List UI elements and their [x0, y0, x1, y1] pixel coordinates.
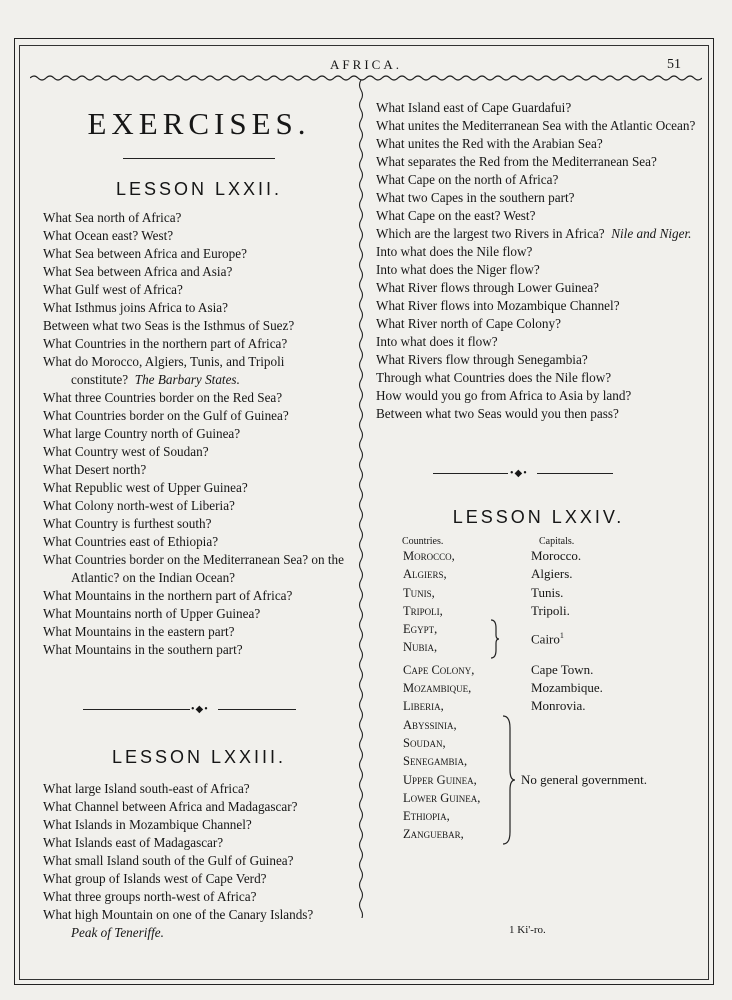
question: What Mountains in the northern part of Africa?: [43, 588, 293, 603]
country-cell: Senegambia,: [403, 754, 468, 769]
question: What River north of Cape Colony?: [376, 316, 561, 331]
wavy-rule: [30, 74, 702, 82]
question: What unites the Red with the Arabian Sea?: [376, 136, 603, 151]
egypt-nubia-capital: Cairo$^1$: [531, 631, 564, 647]
lesson-74-title: LESSON LXXIV.: [452, 507, 625, 527]
country-cell: Mozambique,: [403, 681, 472, 696]
question: What group of Islands west of Cape Verd?: [43, 871, 267, 886]
question: What unites the Mediterranean Sea with the Atlantic Ocean?: [376, 118, 696, 133]
country-cell: Upper Guinea,: [403, 772, 477, 787]
question: What large Island south-east of Africa?: [43, 781, 250, 796]
question: What Cape on the east? West?: [376, 208, 536, 223]
question: Into what does it flow?: [376, 334, 498, 349]
question: What Sea north of Africa?: [43, 210, 182, 225]
title-rule: [123, 158, 275, 159]
table-row: [376, 734, 701, 752]
table-row: [376, 716, 701, 734]
footnote-marker: 1: [559, 631, 564, 640]
question: Into what does the Niger flow?: [376, 262, 540, 277]
question: Through what Countries does the Nile flow?: [376, 370, 612, 385]
question: What Country is furthest south?: [43, 516, 212, 531]
capitals-header: Capitals.: [539, 536, 575, 547]
question-text: Which are the largest two Rivers in Africa?: [376, 226, 605, 241]
capital-cell: [531, 807, 681, 825]
question: What Island east of Cape Guardafui?: [376, 100, 572, 115]
table-row: [376, 661, 701, 679]
table-row: [376, 679, 701, 697]
left-column: [43, 96, 355, 942]
small-brace-icon: [488, 618, 500, 660]
right-column: [376, 99, 701, 844]
answer-text: The Barbary States.: [134, 372, 240, 387]
question: What Countries in the northern part of Africa?: [43, 336, 288, 351]
question: What Country west of Soudan?: [43, 444, 209, 459]
capital-cell: [531, 825, 681, 843]
country-cell: Nubia,: [403, 640, 438, 655]
table-row: [376, 825, 701, 843]
pronunciation-footnote: 1 Ki'-ro.: [509, 924, 546, 936]
table-row: [376, 602, 701, 620]
capital-cell: [531, 752, 681, 770]
table-row: [376, 807, 701, 825]
question: What Mountains in the eastern part?: [43, 624, 235, 639]
question: What separates the Red from the Mediterranean Sea?: [376, 154, 657, 169]
capital-cell: [531, 734, 681, 752]
lesson-73-title: LESSON LXXIII.: [111, 747, 287, 767]
question: What Countries border on the Gulf of Guinea?: [43, 408, 289, 423]
running-title: AFRICA.: [330, 57, 402, 72]
lesson-72-title: LESSON LXXII.: [115, 179, 283, 199]
country-cell: Soudan,: [403, 735, 446, 750]
countries-capitals-table: [376, 536, 701, 844]
question: What Mountains north of Upper Guinea?: [43, 606, 261, 621]
question: What Ocean east? West?: [43, 228, 174, 243]
table-row: [376, 565, 701, 583]
question: What small Island south of the Gulf of Guinea?: [43, 853, 294, 868]
ornament-rule: [43, 703, 355, 717]
country-cell: Ethiopia,: [403, 809, 450, 824]
capital-cell: Mozambique.: [531, 680, 603, 696]
table-header: [376, 536, 701, 547]
question: What three groups north-west of Africa?: [43, 889, 257, 904]
ornament-icon: •◆•: [191, 704, 209, 715]
question: What high Mountain on one of the Canary Islands?: [43, 907, 314, 922]
ornament-rule: [376, 467, 701, 481]
question-with-answer: [376, 225, 701, 243]
question-with-answer: [43, 353, 355, 389]
country-cell: Tripoli,: [403, 603, 443, 618]
question: What Desert north?: [43, 462, 147, 477]
question: What Countries east of Ethiopia?: [43, 534, 219, 549]
question: What Rivers flow through Senegambia?: [376, 352, 588, 367]
country-cell: Lower Guinea,: [403, 790, 481, 805]
question: What Gulf west of Africa?: [43, 282, 183, 297]
question: What Countries border on the Mediterranean Sea? on the Atlantic? on the Indian Ocean?: [43, 552, 345, 585]
capital-cell: Cape Town.: [531, 661, 594, 677]
ornament-icon: •◆•: [510, 468, 528, 479]
country-cell: Liberia,: [403, 699, 444, 714]
question: Into what does the Nile flow?: [376, 244, 533, 259]
answer-text: Nile and Niger.: [611, 226, 692, 241]
country-cell: Tunis,: [403, 585, 435, 600]
capital-cell: Morocco.: [531, 548, 582, 563]
question: What River flows through Lower Guinea?: [376, 280, 600, 295]
table-row: [376, 584, 701, 602]
large-brace-icon: [501, 714, 517, 846]
column-divider: [357, 80, 365, 918]
question: What two Capes in the southern part?: [376, 190, 575, 205]
answer-text: Peak of Teneriffe.: [71, 925, 164, 940]
table-row: [376, 547, 701, 565]
question: Between what two Seas would you then pass?: [376, 406, 619, 421]
question: What Colony north-west of Liberia?: [43, 498, 235, 513]
question: What Islands east of Madagascar?: [43, 835, 224, 850]
country-cell: Egypt,: [403, 622, 438, 637]
table-row: [376, 789, 701, 807]
capital-cell: Monrovia.: [531, 698, 586, 714]
table-row: [376, 697, 701, 715]
capital-cell: Tripoli.: [531, 602, 570, 618]
country-cell: Abyssinia,: [403, 717, 457, 732]
question: What Mountains in the southern part?: [43, 642, 243, 657]
question: Between what two Seas is the Isthmus of Suez?: [43, 318, 295, 333]
question: What Islands in Mozambique Channel?: [43, 817, 252, 832]
question: What Channel between Africa and Madagascar?: [43, 799, 298, 814]
country-cell: Zanguebar,: [403, 827, 464, 842]
capital-cell: [531, 716, 681, 734]
table-row: [376, 752, 701, 770]
page-number: 51: [667, 57, 681, 72]
exercises-title: EXERCISES.: [87, 106, 311, 141]
question: What Republic west of Upper Guinea?: [43, 480, 248, 495]
no-government-note: No general government.: [521, 772, 647, 787]
capital-cell: Tunis.: [531, 584, 564, 600]
question: How would you go from Africa to Asia by land?: [376, 388, 632, 403]
question: What three Countries border on the Red Sea?: [43, 390, 283, 405]
question: What Sea between Africa and Europe?: [43, 246, 247, 261]
country-cell: Cape Colony,: [403, 662, 475, 677]
question: What River flows into Mozambique Channel?: [376, 298, 620, 313]
country-cell: Algiers,: [403, 567, 447, 582]
countries-header: Countries.: [402, 536, 444, 547]
capital-cell: [531, 789, 681, 807]
question: What Cape on the north of Africa?: [376, 172, 559, 187]
country-cell: Morocco,: [403, 549, 455, 563]
capital-cell: Algiers.: [531, 566, 573, 582]
question: What large Country north of Guinea?: [43, 426, 241, 441]
question: What Sea between Africa and Asia?: [43, 264, 233, 279]
question: What Isthmus joins Africa to Asia?: [43, 300, 228, 315]
question-text: What do Morocco, Algiers, Tunis, and Tripoli constitute?: [43, 354, 285, 387]
